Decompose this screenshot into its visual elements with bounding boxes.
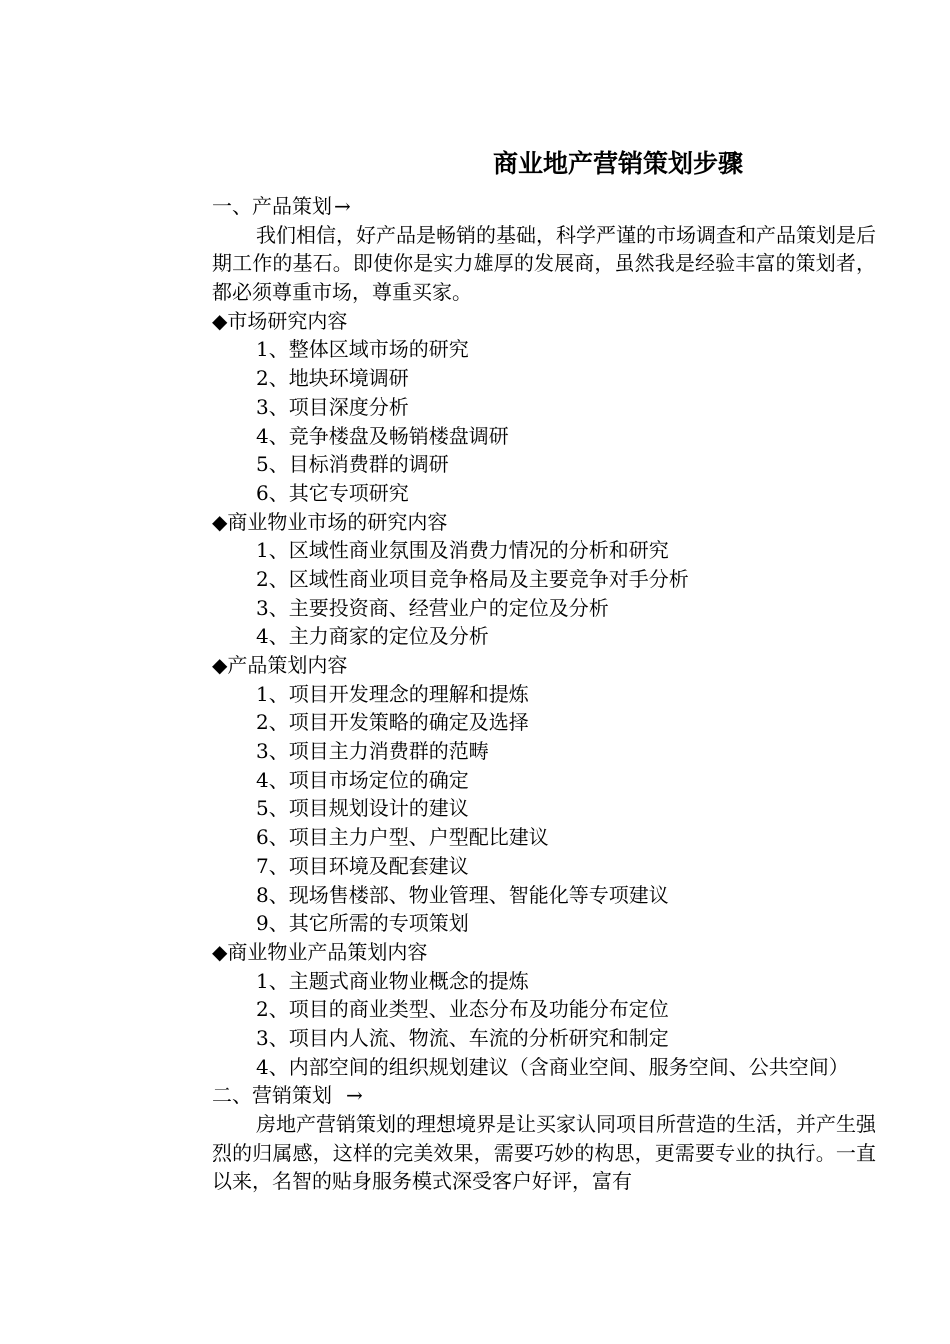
list-item: 9、其它所需的专项策划 xyxy=(256,911,469,936)
list-item: 3、项目内人流、物流、车流的分析研究和制定 xyxy=(256,1025,669,1050)
group-heading: ◆商业物业产品策划内容 xyxy=(212,939,428,964)
list-item: 3、项目深度分析 xyxy=(256,394,409,419)
list-item: 1、项目开发理念的理解和提炼 xyxy=(256,681,529,706)
group-heading: ◆市场研究内容 xyxy=(212,308,348,333)
document-title: 商业地产营销策划步骤 xyxy=(492,149,743,178)
list-item: 4、竞争楼盘及畅销楼盘调研 xyxy=(256,423,509,448)
list-item: 2、区域性商业项目竞争格局及主要竞争对手分析 xyxy=(256,566,689,591)
list-item: 1、区域性商业氛围及消费力情况的分析和研究 xyxy=(256,538,669,563)
list-item: 5、项目规划设计的建议 xyxy=(256,796,469,821)
document-body xyxy=(212,192,876,1196)
list-item: 1、整体区域市场的研究 xyxy=(256,337,469,362)
section-heading-product xyxy=(212,192,876,221)
list-item: 2、项目开发策略的确定及选择 xyxy=(256,710,529,735)
group-heading: ◆商业物业市场的研究内容 xyxy=(212,509,448,534)
list-item: 4、项目市场定位的确定 xyxy=(256,767,469,792)
arrow-icon: → xyxy=(334,194,351,218)
group-heading: ◆产品策划内容 xyxy=(212,653,348,678)
arrow-icon: → xyxy=(346,1083,363,1108)
list-item: 3、项目主力消费群的范畴 xyxy=(256,739,489,764)
section-intro-product: 我们相信，好产品是畅销的基础，科学严谨的市场调查和产品策划是后期工作的基石。即使你是实力雄厚的发展商，虽然我是经验丰富的策划者，都必须尊重市场，尊重买家。 xyxy=(212,222,876,305)
list-item: 6、其它专项研究 xyxy=(256,480,409,505)
list-item: 1、主题式商业物业概念的提炼 xyxy=(256,968,529,993)
list-item: 3、主要投资商、经营业户的定位及分析 xyxy=(256,595,609,620)
list-item: 2、地块环境调研 xyxy=(256,366,409,391)
section-heading-text: 一、产品策划 xyxy=(212,194,332,218)
list-item: 4、内部空间的组织规划建议（含商业空间、服务空间、公共空间） xyxy=(256,1054,849,1079)
list-item: 5、目标消费群的调研 xyxy=(256,452,449,477)
list-item: 7、项目环境及配套建议 xyxy=(256,853,469,878)
list-item: 8、现场售楼部、物业管理、智能化等专项建议 xyxy=(256,882,669,907)
section-intro-marketing: 房地产营销策划的理想境界是让买家认同项目所营造的生活，并产生强烈的归属感，这样的完美效果，需要巧妙的构思，更需要专业的执行。一直以来，名智的贴身服务模式深受客户好评，富有 xyxy=(212,1112,876,1194)
section-heading-text: 二、营销策划 xyxy=(212,1083,332,1108)
list-item: 6、项目主力户型、户型配比建议 xyxy=(256,825,549,850)
list-item: 4、主力商家的定位及分析 xyxy=(256,624,489,649)
section-heading-marketing xyxy=(212,1081,876,1110)
list-item: 2、项目的商业类型、业态分布及功能分布定位 xyxy=(256,997,669,1022)
